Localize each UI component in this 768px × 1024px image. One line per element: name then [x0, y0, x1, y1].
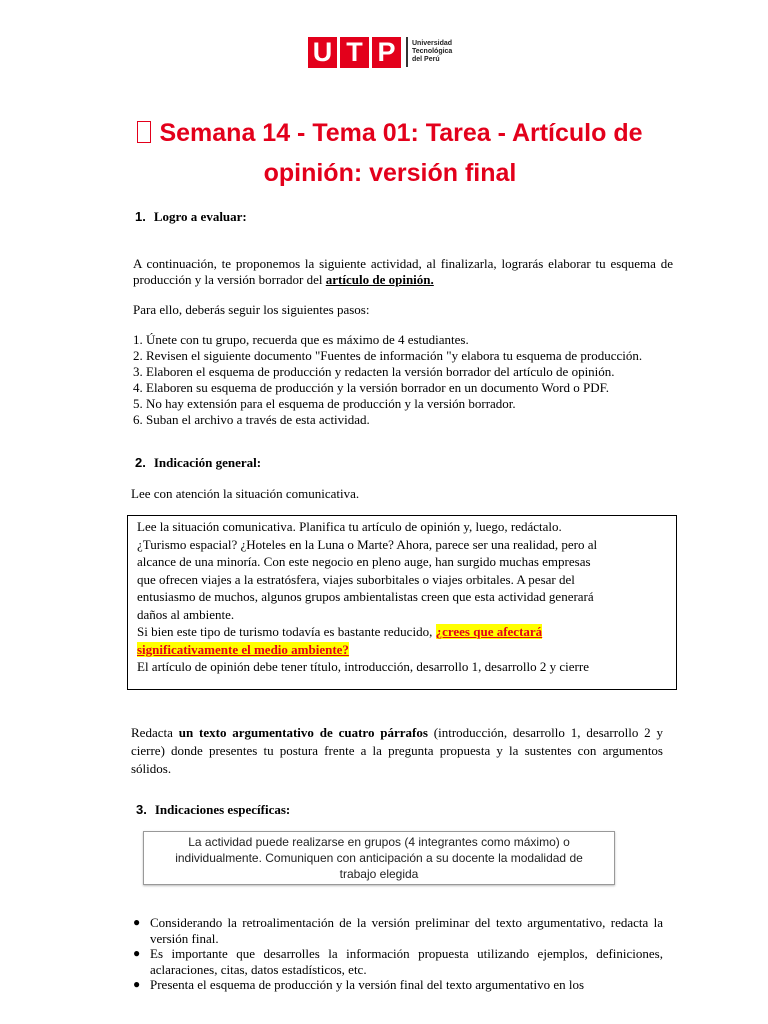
section-1-heading: 1. Logro a evaluar: [135, 209, 247, 224]
bullet-icon: ● [133, 946, 141, 960]
redacta-paragraph: Redacta un texto argumentativo de cuatro párrafos (introducción, desarrollo 1, desarrollo 2 y cierre) donde presentes tu postura frente a la pregunta propuesta y la sustentes con argumentos sólidos. [131, 725, 664, 776]
highlighted-question-line: Si bien este tipo de turismo todavía es bastante reducido, ¿crees que afectará [137, 624, 543, 639]
list-item: 2. Revisen el siguiente documento "Fuentes de información "y elabora tu esquema de producción. [133, 348, 643, 363]
page-title [100, 113, 680, 193]
list-item: 1. Únete con tu grupo, recuerda que es máximo de 4 estudiantes. [133, 332, 469, 347]
highlighted-question-cont: significativamente el medio ambiente? [137, 641, 349, 657]
list-item: 5. No hay extensión para el esquema de producción y la versión borrador. [133, 396, 516, 411]
section-3-heading: 3. Indicaciones específicas: [136, 802, 291, 817]
logo-letter-p: P [372, 37, 401, 68]
page-title-text: Semana 14 - Tema 01: Tarea - Artículo de opinión: versión final [159, 119, 643, 187]
section-2-lead: Lee con atención la situación comunicativa. [131, 486, 360, 501]
logo-letter-t: T [340, 37, 369, 68]
group-modality-note: La actividad puede realizarse en grupos (4 integrantes como máximo) o individualmente. Comuniquen con anticipación a su docente la modalidad de trabajo elegida [143, 831, 615, 885]
list-item: 3. Elaboren el esquema de producción y redacten la versión borrador del artículo de opinión. [133, 364, 615, 379]
list-item: ● Considerando la retroalimentación de la versión preliminar del texto argumentativo, redacta la versión final. [133, 915, 663, 946]
list-item: ● Presenta el esquema de producción y la versión final del texto argumentativo en los [133, 977, 585, 992]
highlighted-question: ¿crees que afectará [435, 624, 543, 639]
section-1-intro: A continuación, te proponemos la siguiente actividad, al finalizarla, lograrás elaborar tu esquema de producción y la versión borrador del artículo de opinión. [133, 256, 673, 287]
logo-letter-u: U [308, 37, 337, 68]
list-item: 4. Elaboren su esquema de producción y la versión borrador en un documento Word o PDF. [133, 380, 610, 395]
utp-logo [308, 35, 452, 69]
list-item: 6. Suban el archivo a través de esta actividad. [133, 412, 370, 427]
logo-university-name: Universidad Tecnológica del Perú [412, 40, 453, 63]
section-2-heading: 2. Indicación general: [135, 455, 262, 470]
logo-divider [406, 37, 408, 67]
list-item: ● Es importante que desarrolles la información propuesta utilizando ejemplos, definiciones, aclaraciones, citas, datos estadísticos, etc. [133, 946, 663, 977]
missing-glyph-box-icon [137, 121, 151, 143]
bullet-icon: ● [133, 977, 141, 991]
steps-intro: Para ello, deberás seguir los siguientes pasos: [133, 302, 370, 317]
bullet-icon: ● [133, 915, 141, 929]
steps-list [133, 332, 673, 428]
communicative-situation-box: Lee la situación comunicativa. Planifica tu artículo de opinión y, luego, redáctalo. ¿Turismo espacial? ¿Hoteles en la Luna o Marte? Ahora, parece ser una realidad, pero al alcance de una minoría. Con este negocio en pleno auge, han surgido muchas empresas que ofrecen viajes a la estratósfera, viajes suborbitales o viajes orbitales. A pesar del entusiasmo de muchos, algunos grupos ambientalistas creen que esta actividad generará daños al ambiente. Si bien este tipo de turismo todavía es bastante reducido, ¿crees que afectará significativamente el medio ambiente? El artículo de opinión debe tener título, introducción, desarrollo 1, desarrollo 2 y cierre [127, 515, 677, 690]
